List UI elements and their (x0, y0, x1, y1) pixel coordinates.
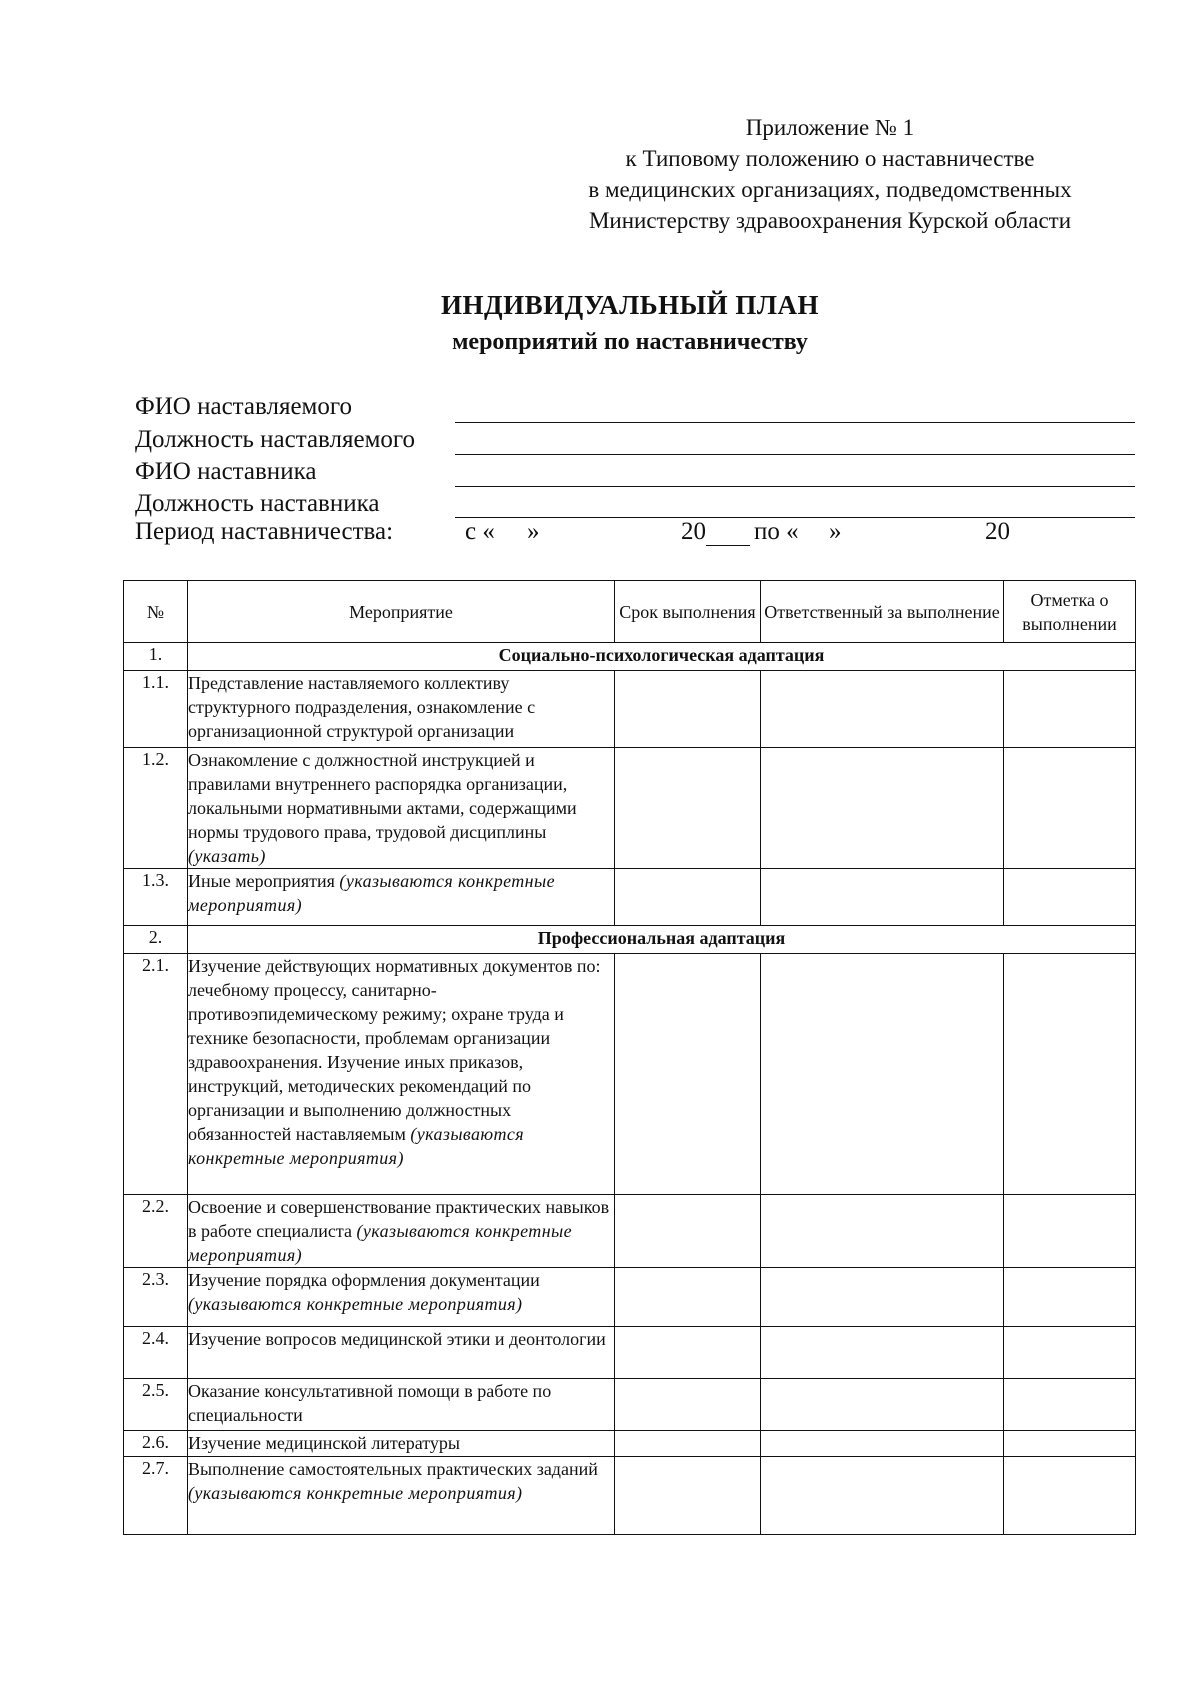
mark-cell[interactable] (1004, 1195, 1136, 1268)
header-responsible: Ответственный за выполнение (761, 581, 1004, 643)
activity-hint: (указываются конкретные мероприятия) (188, 1221, 573, 1265)
document-subtitle: мероприятий по наставничеству (452, 329, 808, 355)
responsible-cell[interactable] (761, 1457, 1004, 1535)
table-row (124, 1431, 1136, 1457)
mentee-name-label: ФИО наставляемого (135, 393, 353, 420)
table-header-row (124, 581, 1136, 643)
table-row (124, 1379, 1136, 1431)
activity-text: Изучение медицинской литературы (188, 1433, 461, 1453)
deadline-cell[interactable] (615, 869, 761, 926)
mentee-name-field[interactable] (455, 422, 1135, 423)
table-row (124, 1195, 1136, 1268)
mentee-position-label: Должность наставляемого (135, 426, 416, 453)
section-num: 1. (124, 643, 188, 671)
mark-cell[interactable] (1004, 1268, 1136, 1327)
activity-hint: (указать) (188, 846, 266, 866)
activity-text: Иные мероприятия (188, 871, 340, 891)
section-title: Социально-психологическая адаптация (188, 643, 1136, 671)
row-num: 1.3. (124, 869, 188, 926)
appendix-note (560, 112, 1100, 236)
activity-text: Освоение и совершенствование практических навыков в работе специалиста (188, 1197, 610, 1241)
responsible-cell[interactable] (761, 1379, 1004, 1431)
mentor-name-label: ФИО наставника (135, 458, 317, 485)
deadline-cell[interactable] (615, 1431, 761, 1457)
activity-text: Изучение порядка оформления документации (188, 1270, 540, 1290)
mark-cell[interactable] (1004, 869, 1136, 926)
table-row (124, 1457, 1136, 1535)
responsible-cell[interactable] (761, 671, 1004, 748)
mentoring-plan-table (123, 580, 1136, 1535)
activity-text: Представление наставляемого коллективу структурного подразделения, ознакомление с организационной структурой организации (188, 673, 536, 741)
table-row (124, 1268, 1136, 1327)
row-num: 2.6. (124, 1431, 188, 1457)
header-num: № (124, 581, 188, 643)
mark-cell[interactable] (1004, 1379, 1136, 1431)
responsible-cell[interactable] (761, 748, 1004, 869)
mentoring-period (135, 518, 1135, 552)
row-activity (188, 671, 615, 748)
activity-text: Оказание консультативной помощи в работе по специальности (188, 1381, 552, 1425)
activity-hint: (указываются конкретные мероприятия) (188, 1483, 523, 1503)
responsible-cell[interactable] (761, 1431, 1004, 1457)
section-title: Профессиональная адаптация (188, 926, 1136, 954)
period-to-prefix: по « (754, 518, 799, 545)
appendix-line: Приложение № 1 (745, 115, 915, 140)
row-activity (188, 1327, 615, 1379)
table-row (124, 748, 1136, 869)
period-from-prefix: с « (465, 518, 495, 545)
document-title: ИНДИВИДУАЛЬНЫЙ ПЛАН (440, 290, 819, 320)
appendix-line: в медицинских организациях, подведомственных (588, 177, 1072, 202)
responsible-cell[interactable] (761, 869, 1004, 926)
activity-hint: (указываются конкретные мероприятия) (188, 871, 555, 915)
table-row (124, 1327, 1136, 1379)
row-activity (188, 869, 615, 926)
period-quote-close: » (527, 518, 540, 545)
deadline-cell[interactable] (615, 954, 761, 1195)
mark-cell[interactable] (1004, 1457, 1136, 1535)
table-row (124, 869, 1136, 926)
year-from-text: 20 (681, 518, 706, 545)
row-activity (188, 1431, 615, 1457)
period-quote-close: » (829, 518, 842, 545)
header-deadline: Срок выполнения (615, 581, 761, 643)
deadline-cell[interactable] (615, 748, 761, 869)
mark-cell[interactable] (1004, 1431, 1136, 1457)
table-row (124, 671, 1136, 748)
activity-text: Ознакомление с должностной инструкцией и правилами внутреннего распорядка организации, локальными нормативными актами, содержащими нормы трудового права, трудовой дисциплины (188, 750, 577, 842)
mark-cell[interactable] (1004, 671, 1136, 748)
responsible-cell[interactable] (761, 1195, 1004, 1268)
row-num: 2.7. (124, 1457, 188, 1535)
row-num: 2.3. (124, 1268, 188, 1327)
mentor-name-field[interactable] (455, 486, 1135, 487)
period-year-from[interactable] (681, 518, 750, 546)
header-activity: Мероприятие (188, 581, 615, 643)
row-activity (188, 1195, 615, 1268)
row-activity (188, 1379, 615, 1431)
deadline-cell[interactable] (615, 1268, 761, 1327)
year-from-blank[interactable] (706, 519, 750, 546)
appendix-line: к Типовому положению о наставничестве (625, 146, 1035, 171)
mentee-position-field[interactable] (455, 454, 1135, 455)
mark-cell[interactable] (1004, 1327, 1136, 1379)
deadline-cell[interactable] (615, 1327, 761, 1379)
activity-text: Изучение действующих нормативных документов по: лечебному процессу, санитарно-противоэпидемическому режиму; охране труда и технике безопасности, проблемам организации здравоохранения. Изучение иных приказов, инструкций, методических рекомендаций по организации и выполнению должностных обязанностей наставляемым (188, 956, 601, 1144)
appendix-line: Министерству здравоохранения Курской области (588, 208, 1072, 233)
table-row (124, 954, 1136, 1195)
responsible-cell[interactable] (761, 1268, 1004, 1327)
section-num: 2. (124, 926, 188, 954)
header-mark: Отметка о выполнении (1004, 581, 1136, 643)
row-activity (188, 748, 615, 869)
row-activity (188, 1268, 615, 1327)
mentor-position-label: Должность наставника (135, 490, 380, 517)
period-year-to[interactable]: 20 (985, 518, 1010, 545)
mark-cell[interactable] (1004, 954, 1136, 1195)
row-num: 2.1. (124, 954, 188, 1195)
mark-cell[interactable] (1004, 748, 1136, 869)
activity-hint: (указываются конкретные мероприятия) (188, 1294, 523, 1314)
period-label: Период наставничества: (135, 518, 394, 545)
row-activity (188, 954, 615, 1195)
section-row (124, 643, 1136, 671)
row-activity (188, 1457, 615, 1535)
activity-text: Выполнение самостоятельных практических заданий (188, 1459, 598, 1479)
deadline-cell[interactable] (615, 671, 761, 748)
activity-text: Изучение вопросов медицинской этики и деонтологии (188, 1329, 606, 1349)
row-num: 2.2. (124, 1195, 188, 1268)
deadline-cell[interactable] (615, 1457, 761, 1535)
section-row (124, 926, 1136, 954)
responsible-cell[interactable] (761, 954, 1004, 1195)
row-num: 1.2. (124, 748, 188, 869)
responsible-cell[interactable] (761, 1327, 1004, 1379)
activity-hint: (указываются конкретные мероприятия) (188, 1124, 525, 1168)
deadline-cell[interactable] (615, 1195, 761, 1268)
row-num: 2.4. (124, 1327, 188, 1379)
row-num: 2.5. (124, 1379, 188, 1431)
row-num: 1.1. (124, 671, 188, 748)
deadline-cell[interactable] (615, 1379, 761, 1431)
